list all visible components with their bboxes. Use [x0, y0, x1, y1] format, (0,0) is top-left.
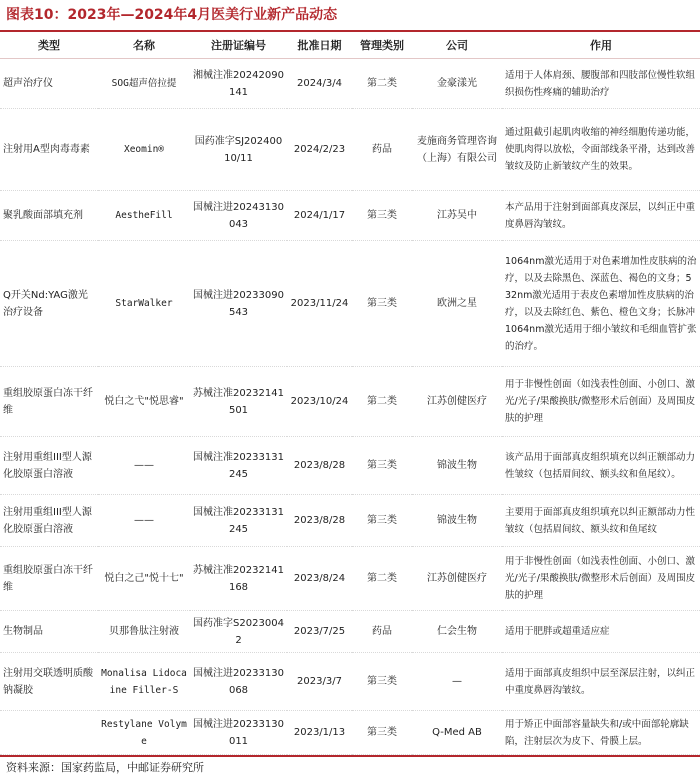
table-row	[0, 437, 700, 495]
cell-approval-date: 2023/10/24	[290, 396, 349, 407]
cell-management-class: 第三类	[367, 298, 397, 309]
cell-registration-no: 国械注进20233130068	[193, 667, 284, 696]
header-type: 类型	[0, 32, 98, 59]
cell-effect: 用于非慢性创面（如浅表性创面、小创口、激光/光子/果酸换肤/微整形术后创面）及周围皮肤的护理	[505, 556, 696, 601]
cell-name: Monalisa Lidocaine Filler-S	[101, 667, 187, 696]
cell-company: 欧洲之星	[437, 298, 477, 309]
cell-type: 聚乳酸面部填充剂	[3, 210, 83, 221]
cell-registration-no: 国械注进20243130043	[193, 201, 284, 230]
cell-effect: 该产品用于面部真皮组织填充以纠正额部动力性皱纹（包括眉间纹、额头纹和鱼尾纹）。	[505, 451, 696, 480]
cell-management-class: 第二类	[367, 78, 397, 89]
cell-type	[0, 711, 98, 755]
cell-name: ——	[134, 460, 154, 471]
header-management-class: 管理类别	[352, 32, 412, 59]
cell-management-class: 第三类	[367, 515, 397, 526]
cell-name: 悦白之己"悦十七"	[104, 573, 184, 584]
cell-approval-date: 2023/3/7	[297, 676, 342, 687]
cell-approval-date: 2023/8/24	[293, 573, 346, 584]
cell-registration-no: 国药准字S20230042	[193, 617, 284, 646]
cell-effect: 用于矫正中面部容量缺失和/或中面部轮廓缺陷，注射层次为皮下、骨膜上层。	[505, 718, 689, 747]
cell-registration-no: 湘械注准20242090141	[193, 69, 284, 98]
cell-management-class: 第三类	[367, 676, 397, 687]
table-header-row	[0, 32, 700, 59]
table-row	[0, 59, 700, 109]
table-row	[0, 109, 700, 191]
cell-approval-date: 2024/2/23	[293, 144, 346, 155]
cell-company: 金豪漾光	[437, 78, 477, 89]
cell-effect: 主要用于面部真皮组织填充以纠正额部动力性皱纹（包括眉间纹、额头纹和鱼尾纹	[505, 506, 696, 535]
source-note: 资料来源：国家药监局，中邮证券研究所	[0, 755, 700, 780]
table-row	[0, 653, 700, 711]
header-effect: 作用	[502, 32, 700, 59]
cell-name: 贝那鲁肽注射液	[109, 626, 179, 637]
table-row	[0, 495, 700, 547]
cell-approval-date: 2023/1/13	[293, 727, 346, 738]
cell-type: 注射用重组III型人源化胶原蛋白溶液	[3, 451, 92, 480]
cell-name: StarWalker	[115, 298, 173, 309]
cell-management-class: 第二类	[367, 573, 397, 584]
cell-registration-no: 国械注进20233090543	[193, 289, 284, 318]
cell-effect: 通过阻截引起肌肉收缩的神经细胞传递功能，使肌肉得以放松，令面部线条平滑，达到改善皱纹及防止新皱纹产生的效果。	[505, 127, 696, 172]
cell-approval-date: 2023/8/28	[293, 515, 346, 526]
cell-type: 注射用重组III型人源化胶原蛋白溶液	[3, 506, 92, 535]
cell-type: 注射用A型肉毒毒素	[3, 144, 90, 155]
table-row	[0, 547, 700, 611]
cell-name: SOG超声倍拉提	[111, 78, 177, 89]
cell-registration-no: 国械注准20233131245	[193, 506, 284, 535]
cell-management-class: 第三类	[367, 210, 397, 221]
cell-management-class: 药品	[372, 626, 392, 637]
cell-registration-no: 国药准字SJ20240010/11	[194, 135, 283, 164]
table-row	[0, 191, 700, 241]
cell-approval-date: 2023/7/25	[293, 626, 346, 637]
cell-registration-no: 苏械注准20232141168	[193, 564, 284, 593]
cell-company: 麦施商务管理咨询（上海）有限公司	[417, 135, 497, 164]
cell-type: 超声治疗仪	[3, 78, 53, 89]
cell-effect: 适用于肥胖或超重适应症	[505, 626, 610, 637]
cell-approval-date: 2024/1/17	[293, 210, 346, 221]
table-row	[0, 611, 700, 653]
cell-effect: 适用于面部真皮组织中层至深层注射，以纠正中重度鼻唇沟皱纹。	[505, 667, 696, 696]
cell-type: Q开关Nd:YAG激光治疗设备	[3, 289, 88, 318]
cell-management-class: 第二类	[367, 396, 397, 407]
cell-name: ——	[134, 515, 154, 526]
cell-name: 悦白之弋"悦思睿"	[104, 396, 184, 407]
cell-type: 生物制品	[3, 626, 43, 637]
cell-type: 重组胶原蛋白冻干纤维	[3, 564, 93, 593]
cell-company: 仁会生物	[437, 626, 477, 637]
cell-registration-no: 国械注进20233130011	[193, 718, 284, 747]
cell-company: 江苏创健医疗	[427, 573, 487, 584]
cell-company: —	[452, 676, 462, 687]
cell-management-class: 第三类	[367, 460, 397, 471]
cell-company: 锦波生物	[437, 460, 477, 471]
cell-registration-no: 国械注准20233131245	[193, 451, 284, 480]
cell-type: 注射用交联透明质酸钠凝胶	[3, 667, 93, 696]
cell-type: 重组胶原蛋白冻干纤维	[3, 387, 93, 416]
cell-name: AestheFill	[115, 210, 173, 221]
header-registration-no: 注册证编号	[190, 32, 287, 59]
header-name: 名称	[98, 32, 190, 59]
cell-effect: 1064nm激光适用于对色素增加性皮肤病的治疗，以及去除黑色、深蓝色、褐色的文身；532nm激光适用于表皮色素增加性皮肤病的治疗，以及去除红色、紫色、橙色文身；长脉冲1064nm激光适用于细小皱纹和毛细血管扩张的治疗。	[505, 255, 697, 352]
cell-effect: 适用于人体肩颈、腰腹部和四肢部位慢性软组织损伤性疼痛的辅助治疗	[505, 69, 696, 98]
cell-approval-date: 2023/11/24	[290, 298, 349, 309]
cell-management-class: 第三类	[367, 727, 397, 738]
cell-registration-no: 苏械注准20232141501	[193, 387, 284, 416]
cell-company: Q-Med AB	[432, 727, 482, 738]
cell-company: 江苏创健医疗	[427, 396, 487, 407]
cell-management-class: 药品	[372, 144, 392, 155]
cell-effect: 本产品用于注射到面部真皮深层，以纠正中重度鼻唇沟皱纹。	[505, 201, 696, 230]
header-approval-date: 批准日期	[287, 32, 352, 59]
cell-company: 锦波生物	[437, 515, 477, 526]
figure-title: 图表10：2023年—2024年4月医美行业新产品动态	[0, 0, 700, 32]
cell-name: Xeomin®	[123, 144, 165, 155]
table-row	[0, 367, 700, 437]
cell-approval-date: 2024/3/4	[297, 78, 342, 89]
product-table	[0, 32, 700, 755]
table-row	[0, 711, 700, 755]
table-row	[0, 241, 700, 367]
cell-name: Restylane Volyme	[101, 718, 187, 747]
cell-approval-date: 2023/8/28	[293, 460, 346, 471]
header-company: 公司	[412, 32, 502, 59]
cell-effect: 用于非慢性创面（如浅表性创面、小创口、激光/光子/果酸换肤/微整形术后创面）及周围皮肤的护理	[505, 379, 696, 424]
cell-company: 江苏吴中	[437, 210, 477, 221]
